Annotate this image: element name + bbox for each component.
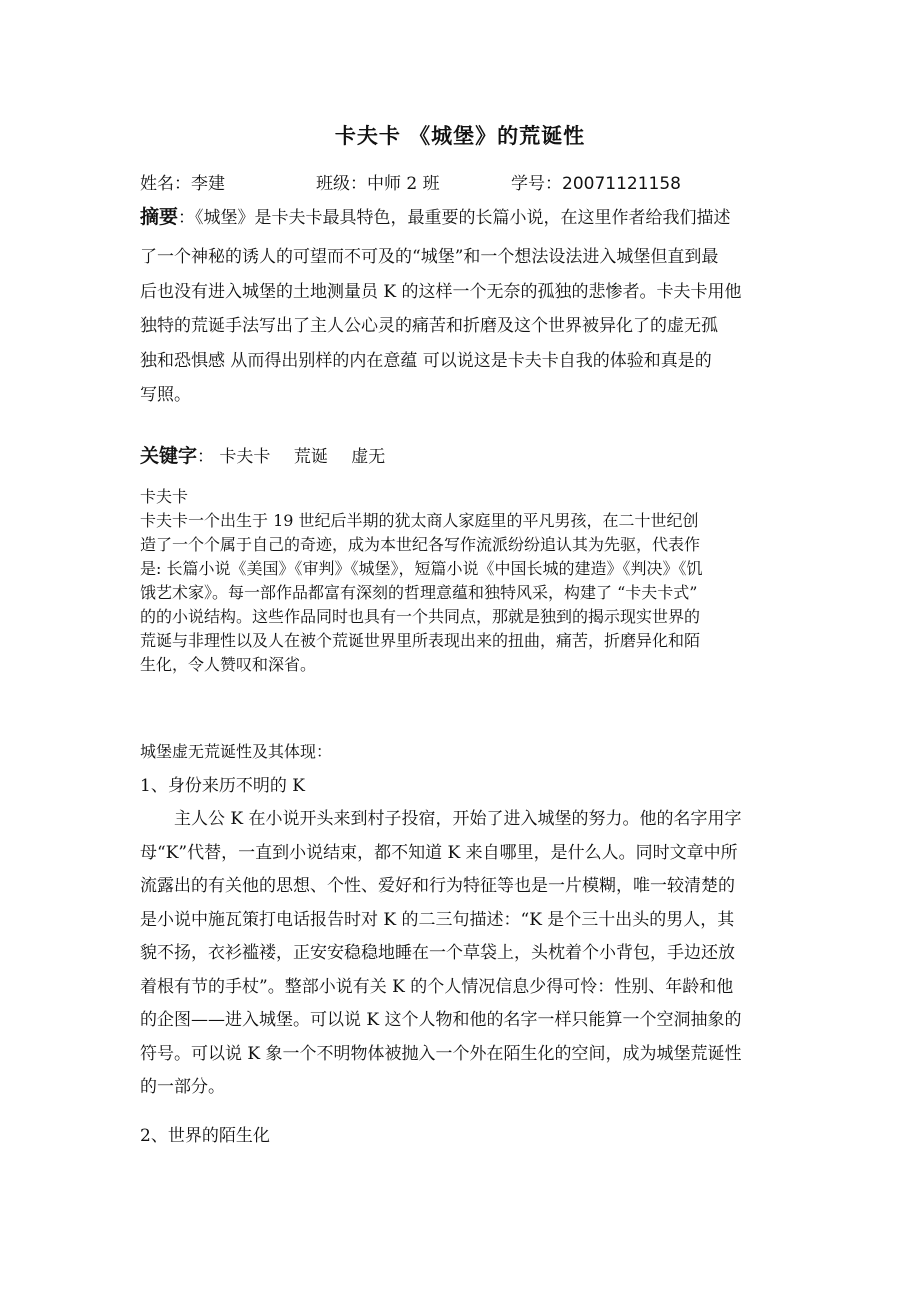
abstract-colon: ： <box>178 208 196 228</box>
name-label: 姓名： <box>140 174 191 194</box>
keywords-label: 关键字 <box>140 445 198 467</box>
section-line: 饿艺术家》。每一部作品都富有深刻的哲理意蕴和独特风采，构建了 “卡夫卡式” <box>140 583 698 602</box>
paragraph-line: 符号。可以说 K 象一个不明物体被抛入一个外在陌生化的空间，成为城堡荒诞性 <box>140 1043 742 1064</box>
section-line: 卡夫卡一个出生于 19 世纪后半期的犹太商人家庭里的平凡男孩，在二十世纪创 <box>140 511 699 530</box>
abstract-line: 了一个神秘的诱人的可望而不可及的“城堡”和一个想法设法进入城堡但直到最 <box>140 247 719 267</box>
paragraph-line: 的企图——进入城堡。可以说 K 这个人物和他的名字一样只能算一个空洞抽象的 <box>140 1010 742 1030</box>
section-line: 造了一个个属于自己的奇迹，成为本世纪各写作流派纷纷追认其为先驱，代表作 <box>140 535 701 554</box>
abstract-block <box>140 203 790 413</box>
paragraph-line: 是小说中施瓦策打电话报告时对 K 的二三句描述：“K 是个三十出头的男人，其 <box>140 909 735 930</box>
id-value: 20071121158 <box>562 174 681 194</box>
section-line: 是: 长篇小说《美国》《审判》《城堡》，短篇小说《中国长城的建造》《判决》《饥 <box>140 559 703 578</box>
abstract-line: 后也没有进入城堡的土地测量员 K 的这样一个无奈的孤独的悲惨者。卡夫卡用他 <box>140 281 742 302</box>
id-label: 学号： <box>511 174 562 194</box>
section-line: 的的小说结构。这些作品同时也具有一个共同点，那就是独到的揭示现实世界的 <box>140 607 701 626</box>
document-title: 卡夫卡 《城堡》的荒诞性 <box>334 124 586 148</box>
paragraph-line: 的一部分。 <box>140 1077 225 1097</box>
paragraph-line: 着根有节的手杖”。整部小说有关 K 的个人情况信息少得可怜：性别、年龄和他 <box>140 976 734 997</box>
abstract-text: 《城堡》是卡夫卡最具特色，最重要的长篇小说，在这里作者给我们描述 <box>195 208 731 228</box>
class-label: 班级： <box>316 174 367 194</box>
class-value: 中师 2 班 <box>367 174 440 194</box>
abstract-line <box>140 203 790 232</box>
castle-section-heading: 城堡虚无荒诞性及其体现： <box>140 742 333 761</box>
paragraph-line: 貌不扬，衣衫褴褛，正安安稳稳地睡在一个草袋上，头枕着个小背包，手边还放 <box>140 943 735 963</box>
kafka-section <box>140 485 790 677</box>
abstract-line: 独特的荒诞手法写出了主人公心灵的痛苦和折磨及这个世界被异化了的虚无孤 <box>140 316 718 336</box>
paragraph-line: 母“K”代替，一直到小说结束，都不知道 K 来自哪里，是什么人。同时文章中所 <box>140 842 738 863</box>
name-value: 李建 <box>191 174 225 194</box>
section-line: 生化，令人赞叹和深省。 <box>140 655 317 674</box>
paragraph-line: 流露出的有关他的思想、个性、爱好和行为特征等也是一片模糊，唯一较清楚的 <box>140 876 735 896</box>
subheading-identity: 1、身份来历不明的 K <box>140 776 305 796</box>
keywords-line <box>140 441 403 468</box>
keywords-colon: ： <box>197 447 215 467</box>
student-id <box>511 169 681 194</box>
class-info <box>316 169 440 194</box>
section-line: 荒诞与非理性以及人在被个荒诞世界里所表现出来的扭曲，痛苦，折磨异化和陌 <box>140 631 701 650</box>
abstract-label: 摘要 <box>140 206 179 228</box>
author-name <box>140 169 225 194</box>
abstract-line: 写照。 <box>140 385 191 405</box>
identity-paragraph <box>140 803 790 1105</box>
abstract-line: 独和恐惧感 从而得出别样的内在意蕴 可以说这是卡夫卡自我的体验和真是的 <box>140 350 712 371</box>
section-heading: 卡夫卡 <box>140 487 189 506</box>
keyword: 卡夫卡 <box>219 447 271 467</box>
keyword: 荒诞 <box>293 447 328 467</box>
subheading-alienation: 2、世界的陌生化 <box>140 1126 270 1146</box>
paragraph-line: 主人公 K 在小说开头来到村子投宿，开始了进入城堡的努力。他的名字用字 <box>174 809 742 829</box>
keyword: 虚无 <box>351 447 386 467</box>
